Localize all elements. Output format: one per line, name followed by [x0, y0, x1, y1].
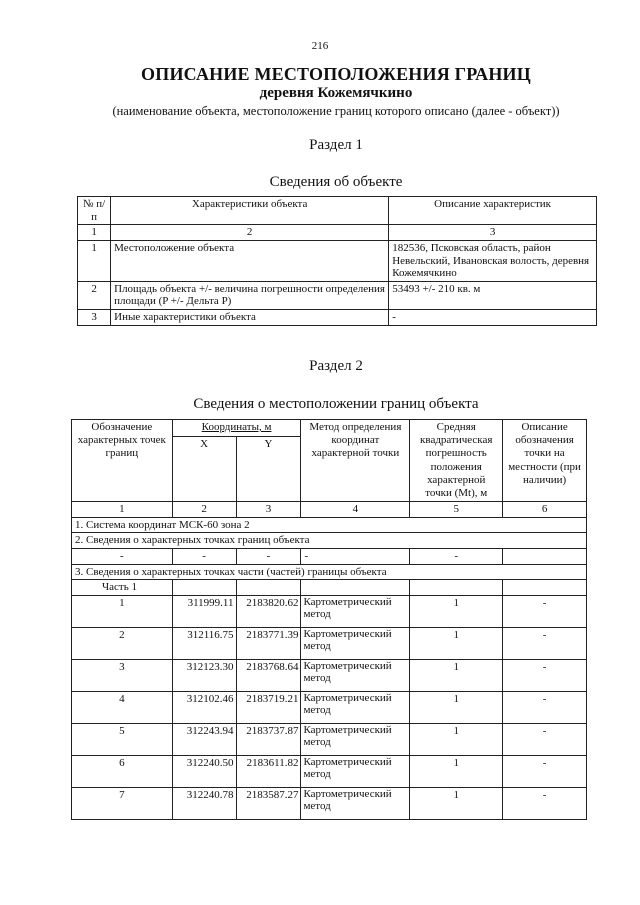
table-row: [72, 595, 587, 627]
point-x: 312102.46: [172, 691, 236, 723]
row-number: 3: [78, 310, 111, 326]
header-description: Описание характеристик: [389, 197, 597, 225]
row-characteristic: Иные характеристики объекта: [111, 310, 389, 326]
col-number: 4: [301, 502, 410, 518]
point-method: Картометрический метод: [301, 659, 410, 691]
point-id: 7: [72, 787, 173, 819]
header-method: Метод определения координат характерной точки: [301, 420, 410, 502]
point-error: 1: [410, 691, 503, 723]
point-description: -: [503, 627, 587, 659]
dash-cell: -: [172, 549, 236, 565]
header-characteristic: Характеристики объекта: [111, 197, 389, 225]
col-number: 1: [78, 225, 111, 241]
point-method: Картометрический метод: [301, 787, 410, 819]
part-label-row: [72, 580, 587, 596]
point-description: -: [503, 659, 587, 691]
dash-cell: -: [301, 549, 410, 565]
col-number: 5: [410, 502, 503, 518]
point-y: 2183587.27: [236, 787, 301, 819]
header-x: X: [172, 437, 236, 502]
col-number: 6: [503, 502, 587, 518]
page-number: 216: [311, 40, 329, 52]
col-number: 1: [72, 502, 173, 518]
row-characteristic: Площадь объекта +/- величина погрешности определения площади (P +/- Дельта P): [111, 281, 389, 309]
coordinate-system: 1. Система координат МСК-60 зона 2: [72, 517, 587, 533]
point-description: -: [503, 595, 587, 627]
point-y: 2183820.62: [236, 595, 301, 627]
table-row: [72, 659, 587, 691]
point-x: 312240.78: [172, 787, 236, 819]
point-y: 2183737.87: [236, 723, 301, 755]
row-number: 1: [78, 240, 111, 281]
row-description: -: [389, 310, 597, 326]
point-description: -: [503, 787, 587, 819]
table-row: [78, 281, 597, 309]
header-error: Средняя квадратическая погрешность положения характерной точки (Mt), м: [410, 420, 503, 502]
header-coordinates: Координаты, м: [172, 420, 301, 437]
boundary-points-heading-row: [72, 533, 587, 549]
column-number-row: [72, 502, 587, 518]
point-y: 2183719.21: [236, 691, 301, 723]
point-method: Картометрический метод: [301, 627, 410, 659]
col-number: 2: [111, 225, 389, 241]
dash-cell: -: [72, 549, 173, 565]
point-error: 1: [410, 659, 503, 691]
table-header-row: [72, 420, 587, 437]
col-number: 3: [236, 502, 301, 518]
point-method: Картометрический метод: [301, 595, 410, 627]
section2-table-title: Сведения о местоположении границ объекта: [193, 396, 479, 412]
header-y: Y: [236, 437, 301, 502]
column-number-row: [78, 225, 597, 241]
part-points-heading: 3. Сведения о характерных точках части (частей) границы объекта: [72, 564, 587, 580]
point-id: 4: [72, 691, 173, 723]
row-number: 2: [78, 281, 111, 309]
part-points-heading-row: [72, 564, 587, 580]
dash-cell: -: [236, 549, 301, 565]
point-id: 3: [72, 659, 173, 691]
point-method: Картометрический метод: [301, 755, 410, 787]
point-description: -: [503, 755, 587, 787]
object-info-table: [77, 196, 597, 326]
point-y: 2183768.64: [236, 659, 301, 691]
object-name: деревня Кожемячкино: [259, 85, 413, 101]
point-description: -: [503, 723, 587, 755]
dash-cell: [503, 549, 587, 565]
point-x: 312240.50: [172, 755, 236, 787]
table-row: [72, 723, 587, 755]
boundary-points-table: [71, 419, 587, 820]
boundary-points-heading: 2. Сведения о характерных точках границ объекта: [72, 533, 587, 549]
point-y: 2183611.82: [236, 755, 301, 787]
points-body: [72, 595, 587, 819]
point-error: 1: [410, 755, 503, 787]
table-row: [72, 755, 587, 787]
point-id: 1: [72, 595, 173, 627]
point-x: 312243.94: [172, 723, 236, 755]
empty-points-row: [72, 549, 587, 565]
section1-table-title: Сведения об объекте: [269, 174, 403, 190]
coordinate-system-row: [72, 517, 587, 533]
point-error: 1: [410, 595, 503, 627]
table-header-row: [78, 197, 597, 225]
point-method: Картометрический метод: [301, 723, 410, 755]
part-label: Часть 1: [72, 580, 173, 596]
header-number: № п/п: [78, 197, 111, 225]
row-characteristic: Местоположение объекта: [111, 240, 389, 281]
header-point: Обозначение характерных точек границ: [72, 420, 173, 502]
table-row: [78, 310, 597, 326]
point-x: 311999.11: [172, 595, 236, 627]
point-x: 312116.75: [172, 627, 236, 659]
point-y: 2183771.39: [236, 627, 301, 659]
table-row: [78, 240, 597, 281]
table-row: [72, 627, 587, 659]
point-error: 1: [410, 787, 503, 819]
col-number: 2: [172, 502, 236, 518]
point-x: 312123.30: [172, 659, 236, 691]
point-id: 5: [72, 723, 173, 755]
point-id: 2: [72, 627, 173, 659]
point-id: 6: [72, 755, 173, 787]
dash-cell: -: [410, 549, 503, 565]
table-row: [72, 787, 587, 819]
row-description: 182536, Псковская область, район Невельский, Ивановская волость, деревня Кожемячкино: [389, 240, 597, 281]
section1-title: Раздел 1: [309, 137, 363, 153]
point-error: 1: [410, 723, 503, 755]
section2-title: Раздел 2: [309, 358, 363, 374]
point-method: Картометрический метод: [301, 691, 410, 723]
row-description: 53493 +/- 210 кв. м: [389, 281, 597, 309]
col-number: 3: [389, 225, 597, 241]
object-name-note: (наименование объекта, местоположение границ которого описано (далее - объект)): [112, 104, 560, 118]
point-description: -: [503, 691, 587, 723]
table-row: [72, 691, 587, 723]
document-title: ОПИСАНИЕ МЕСТОПОЛОЖЕНИЯ ГРАНИЦ: [141, 64, 531, 84]
point-error: 1: [410, 627, 503, 659]
header-description: Описание обозначения точки на местности (при наличии): [503, 420, 587, 502]
